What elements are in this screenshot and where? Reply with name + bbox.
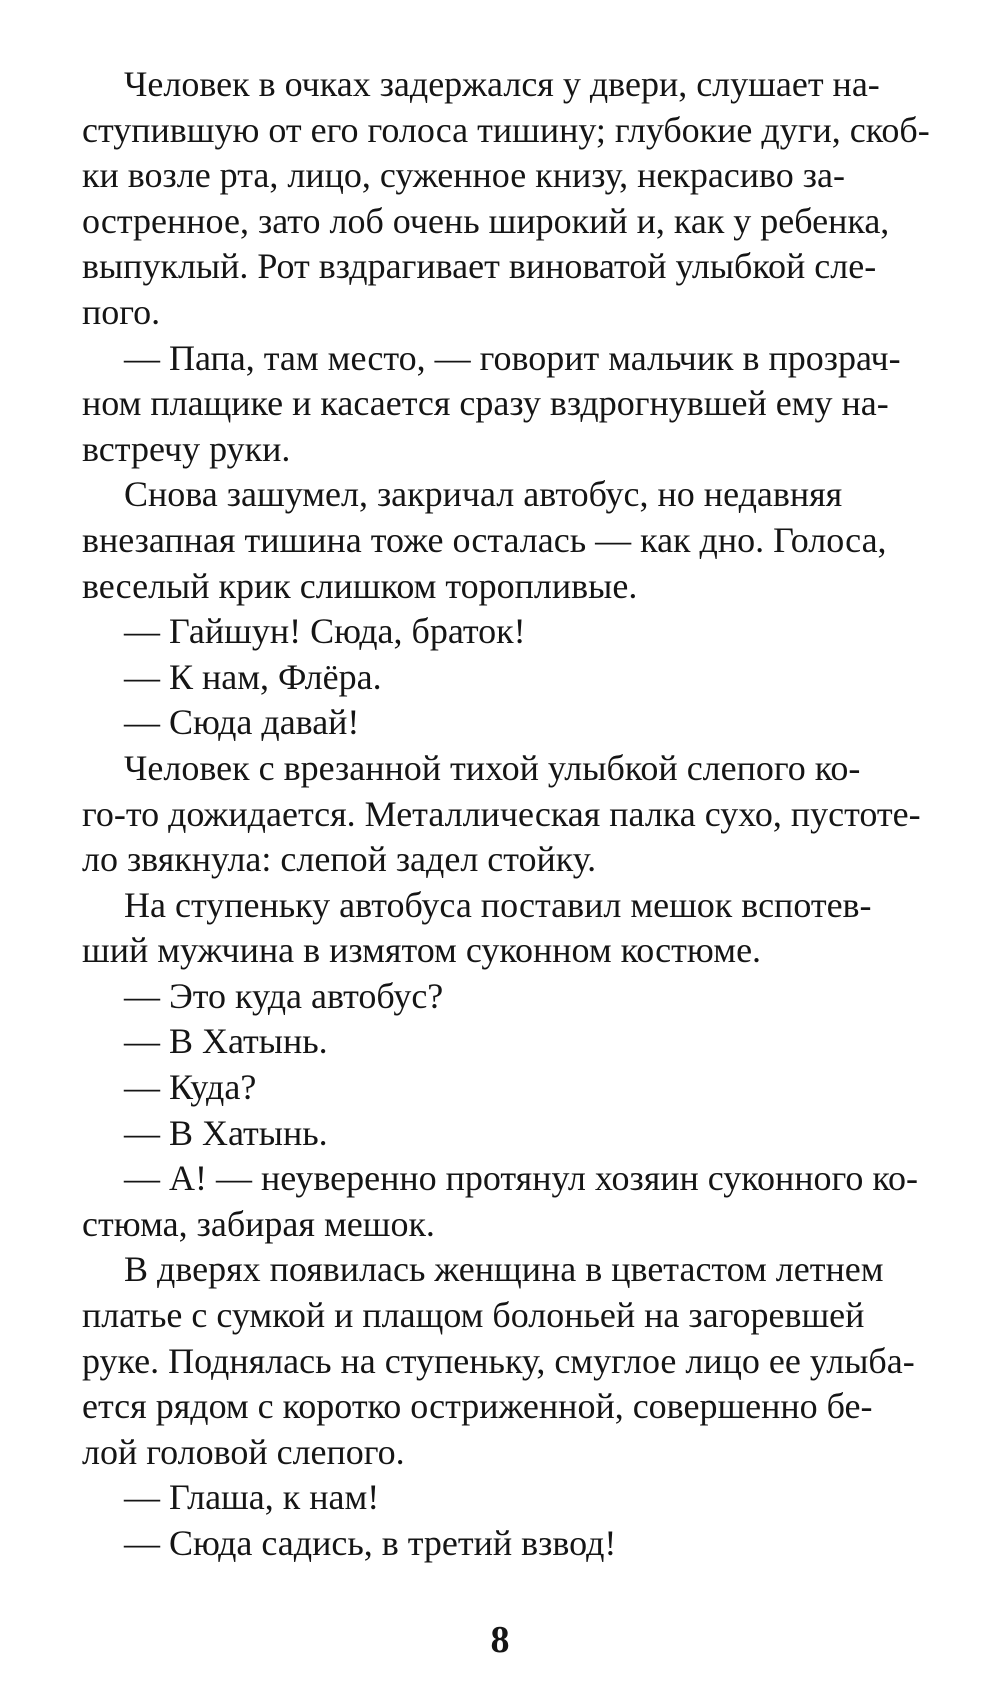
text-line: веселый крик слишком торопливые. <box>82 565 638 606</box>
text-line: — Глаша, к нам! <box>124 1477 380 1518</box>
text-line: — К нам, Флёра. <box>124 656 382 697</box>
text-line: внезапная тишина тоже осталась — как дно. Голоса, <box>82 519 887 560</box>
text-line: — Гайшун! Сюда, браток! <box>124 611 526 652</box>
page-number: 8 <box>490 1619 510 1661</box>
text-line: ло звякнула: слепой задел стойку. <box>82 839 597 880</box>
text-line: Человек в очках задержался у двери, слушает на- <box>124 64 880 104</box>
text-line: Человек с врезанной тихой улыбкой слепого ко- <box>124 747 861 788</box>
text-line: руке. Поднялась на ступеньку, смуглое лицо ее улыба- <box>82 1340 915 1381</box>
text-line: пого. <box>82 291 161 332</box>
text-line: Снова зашумел, закричал автобус, но недавняя <box>124 474 843 515</box>
text-line: — В Хатынь. <box>124 1112 328 1153</box>
text-line: — Куда? <box>124 1067 257 1108</box>
text-line: — Сюда давай! <box>124 702 360 743</box>
text-line: платье с сумкой и плащом болоньей на загоревшей <box>82 1295 865 1336</box>
text-line: лой головой слепого. <box>82 1431 405 1472</box>
text-line: ном плащике и касается сразу вздрогнувшей ему на- <box>82 383 889 424</box>
text-line: ется рядом с коротко остриженной, совершенно бе- <box>82 1386 873 1427</box>
text-line: — Папа, там место, — говорит мальчик в прозрач- <box>124 337 901 378</box>
text-line: ступившую от его голоса тишину; глубокие дуги, скоб- <box>82 109 930 150</box>
body-text <box>82 62 934 1567</box>
text-line: — А! — неуверенно протянул хозяин суконного ко- <box>124 1158 919 1199</box>
text-line: стюма, забирая мешок. <box>82 1203 435 1244</box>
text-line: — Это куда автобус? <box>124 975 444 1016</box>
text-line: В дверях появилась женщина в цветастом летнем <box>124 1249 884 1290</box>
text-line: — В Хатынь. <box>124 1021 328 1062</box>
text-line: остренное, зато лоб очень широкий и, как у ребенка, <box>82 200 890 241</box>
text-line: ки возле рта, лицо, суженное книзу, некрасиво за- <box>82 155 845 196</box>
text-line: ший мужчина в измятом суконном костюме. <box>82 930 762 971</box>
text-line: встречу руки. <box>82 428 291 469</box>
text-line: выпуклый. Рот вздрагивает виноватой улыбкой сле- <box>82 246 877 287</box>
text-line: го-то дожидается. Металлическая палка сухо, пустоте- <box>82 793 921 834</box>
text-line: — Сюда садись, в третий взвод! <box>124 1523 617 1563</box>
text-line: На ступеньку автобуса поставил мешок вспотев- <box>124 884 872 925</box>
